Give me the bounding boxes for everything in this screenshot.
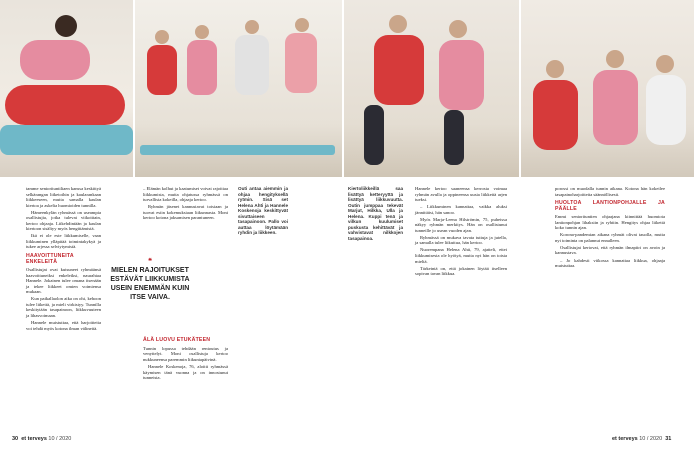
column-2 xyxy=(143,186,228,382)
paragraph: Tärkeintä on, että jokainen löytää itselleen sopivan tavan liikkua. xyxy=(415,265,507,277)
issue-number: 10 / 2020 xyxy=(639,436,663,442)
photo-caption-left xyxy=(238,186,288,237)
paragraph: Nuorempana Helena Ahti, 79, ajatteli, ettei liikkumisesta ole hyötyä, mutta nyt hän on toista mieltä. xyxy=(415,247,507,264)
photo-group-arms-raised xyxy=(135,0,342,177)
paragraph: Myös Marja-Leena Hilströmin, 75, puheissa näkyy ryhmän merkitys. Hän on osallistunut tunneille jo usean vuoden ajan. xyxy=(415,216,507,233)
paragraph: Emmi seniorituntien ohjaajana kiinnittää huomiota lantionpohjan lihaksiin ja ryhtiin. Hengitys ohjaa liikettä koko tunnin ajan. xyxy=(555,214,665,231)
paragraph: Osallistujat kertovat, että ryhmän ilmapiiri on avoin ja kannustava. xyxy=(555,244,665,256)
column-1 xyxy=(26,186,101,333)
subheading: ÄLÄ LUOVU ETUKÄTEEN xyxy=(143,337,211,344)
magazine-brand: et terveys xyxy=(612,436,638,442)
page-number: 31 xyxy=(665,436,672,442)
paragraph: – Elämän kolhut ja kaatumiset voivat rajoittaa liikkumista, mutta ohjatussa ryhmässä on turvallista kokeilla, ohjaaja kertoo. xyxy=(143,186,228,203)
paragraph: Kun paikallaolon aika on ohi, kehoon tulee liikettä, ja mieli virkistyy. Tunnilla keskitytään tasapainoon, liikkuvuuteen ja lihasvoimaan. xyxy=(26,296,101,318)
quote-mark-icon: ❝ xyxy=(148,258,152,265)
photo-women-stretching xyxy=(521,0,694,177)
photo-woman-lying-exercise xyxy=(0,0,133,177)
paragraph: tamme seniorituntiliaen kanssa keskittyä selkärangan liiketoihin ja kaularankaan liikkeeseen, mutta samalla kaulan kiertoa ja askelia huomioiden tunnilla. xyxy=(26,186,101,208)
paragraph: Korona-pandemian aikana ryhmät olivat tauolla, mutta nyt toiminta on palannut ennalleen. xyxy=(555,232,665,243)
paragraph: Hannele Koskenoja, 76, aloitti ryhmässä käymisen tänä vuonna ja on innostunut tunneista. xyxy=(143,363,228,381)
column-5 xyxy=(415,186,507,278)
paragraph: Hannele kertoo saaneensa kerrosta voimaa ryhmän avulla ja oppineensa uusia liikkeitä arjen tueksi. xyxy=(415,186,507,203)
footer-left xyxy=(12,436,71,442)
photo-strip xyxy=(0,0,694,177)
paragraph: Hämeenkylän ryhmässä on useampia osallistujia, jotka tulevat viikoittain, kertoo ohjaaja. Liikehdintään ja kaulan kiertoon sisältyy myös hengittämistä. xyxy=(26,209,101,232)
magazine-brand: et terveys xyxy=(21,436,47,442)
paragraph: porossi on muodalla tunnin aikana. Kotona hän kokeilee tasapainoharjoitteita säännöllisesti. xyxy=(555,186,665,197)
photo-women-balancing xyxy=(344,0,519,177)
issue-number: 10 / 2020 xyxy=(48,436,72,442)
pull-quote-text: MIELEN RAJOITUKSET ESTÄVÄT LIIKKUMISTA USEIN ENEMMÄN KUIN ITSE VAIVA. xyxy=(110,267,190,301)
caption-text: Kiertoliikkeillä saa lisättyä ketteryyttä ja lisättyä liikkuvuutta. Outin jumppaa tekevät Marjut, Hilkka, Ulla ja Helena. Kuppi tenä ja vilkun kuulumiset puskusta kehittävät ja vahvistavat nilkkojen tasapainoa. xyxy=(348,186,403,241)
footer-right xyxy=(612,436,671,442)
paragraph: Hannele muistuttaa, että harjoitteita voi tehdä myös kotona ilman välineitä. xyxy=(26,320,101,331)
caption-text: Outi antaa aiemmin ja ohjaa hengityksellä rytmin. Sisä set Helena Ahti ja Hannele Koskenoja keskittyvät sivuttaiseen tasapainoon. Pallo voi auttaa löytämään ryhdin ja liikkeen. xyxy=(238,186,288,235)
page-number: 30 xyxy=(12,436,19,442)
paragraph: Ryhmässä on mukava tavata tuttuja ja jutella, ja samalla tulee liikuttua, hän kertoo. xyxy=(415,234,507,246)
subheading: HUOLTOA LANTIONPOHJALLE JA PÄÄLLE xyxy=(555,200,665,212)
column-6 xyxy=(555,186,665,270)
paragraph: Osallistujat ovat kutsuneet ryhmäänsä haavoittuneiksi enkeleiksi, naurahtaa Hannele. Jokainen tulee omana itsenään ja tekee liikkeet omien voimiensa mukaan. xyxy=(26,267,101,295)
paragraph: Tunnin lopussa tehdään rentoutus ja venyttelyt. Moni osallistuja kertoo nukkuneensa paremmin liikuntapäivinä. xyxy=(143,345,228,362)
paragraph: Ryhmän jäsenet kannustavat toisiaan ja tuovat esiin kokemuksiaan liikunnasta. Moni kertoo kotona jaksamisen parantuneen. xyxy=(143,204,228,221)
paragraph: – Liikkuminen kannattaa, vaikka aluksi jännittäisi, hän sanoo. xyxy=(415,204,507,215)
photo-caption-right xyxy=(348,186,403,243)
subheading: HAAVOITTUNEITA ENKELEITÄ xyxy=(26,253,74,265)
paragraph: – Jo kahdesti viikossa kannattaa liikkua, ohjaaja muistuttaa. xyxy=(555,257,665,269)
paragraph: Ikä ei ole este liikkumiselle, vaan liikkuminen ylläpitää toimintakykyä ja tukee arjessa selviytymistä. xyxy=(26,233,101,250)
